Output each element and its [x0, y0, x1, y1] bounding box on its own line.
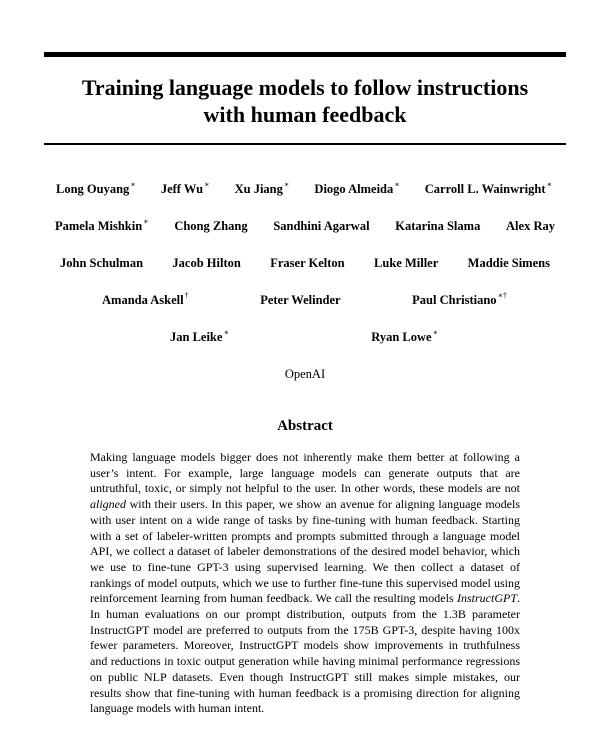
author-affiliation-mark: ∗: [546, 180, 552, 190]
author-name-text: John Schulman: [60, 255, 144, 270]
author-name: [506, 219, 555, 234]
author-name: [260, 293, 340, 308]
author-name-text: Long Ouyang: [56, 181, 130, 196]
author-row-1: [56, 180, 552, 198]
author-name: [468, 256, 550, 271]
author-name-text: Jan Leike: [170, 329, 223, 344]
author-name: [270, 256, 344, 271]
author-name: [161, 182, 210, 197]
author-name: [60, 256, 143, 271]
author-name-text: Maddie Simens: [467, 255, 550, 270]
author-name: [174, 219, 247, 234]
title-line-2: with human feedback: [203, 102, 407, 127]
author-affiliation-mark: ∗: [283, 180, 290, 190]
abstract-text: with their users. In this paper, we show an avenue for aligning language models with user intent on a wide range of tasks by fine-tuning with human feedback. Starting with a set of labeler-written prompts and prompts submitted through a language model API, we collect a dataset of labeler demonstrations of the desired model behavior, which we use to fine-tune GPT-3 using supervised learning. We then collect a dataset of rankings of model outputs, which we use to further fine-tune this supervised model using reinforcement learning from human feedback. We call the resulting models: [90, 497, 520, 606]
author-name: [55, 219, 149, 234]
abstract-heading: Abstract: [277, 418, 333, 434]
author-name: [56, 182, 136, 197]
author-name-text: Peter Welinder: [260, 292, 341, 307]
author-name-text: Jacob Hilton: [172, 255, 241, 270]
author-name-text: Xu Jiang: [234, 181, 283, 196]
author-affiliation-mark: ∗: [204, 180, 210, 190]
author-name-text: Ryan Lowe: [371, 329, 432, 344]
author-name: [412, 293, 507, 308]
top-rule: [44, 52, 566, 57]
author-affiliation-mark: ∗: [223, 328, 229, 338]
author-row-4: [102, 291, 507, 309]
author-affiliation-mark: ∗†: [497, 291, 507, 301]
author-name-text: Pamela Mishkin: [55, 218, 143, 233]
author-name: [374, 256, 438, 271]
author-row-5: [170, 328, 438, 346]
paper-title: [44, 74, 566, 128]
author-name-text: Carroll L. Wainwright: [424, 181, 546, 196]
author-name: [273, 219, 369, 234]
abstract-text: Making language models bigger does not inherently make them better at following a user’s intent. For example, large language models can generate outputs that are untruthful, toxic, or simply not helpful to the user. In other words, these models are not: [90, 450, 520, 496]
author-name-text: Jeff Wu: [160, 181, 204, 196]
author-name-text: Alex Ray: [506, 218, 555, 233]
abstract-emphasis: InstructGPT: [457, 591, 517, 606]
author-name-text: Luke Miller: [374, 255, 439, 270]
abstract-text: . In human evaluations on our prompt distribution, outputs from the 1.3B parameter InstructGPT model are preferred to outputs from the 175B GPT-3, despite having 100x fewer parameters. Moreover, InstructGPT models show improvements in truthfulness and reductions in toxic output generation while having minimal performance regressions on public NLP datasets. Even though InstructGPT still makes simple mistakes, our results show that fine-tuning with human feedback is a promising direction for aligning language models with human intent.: [90, 591, 520, 716]
author-affiliation-mark: ∗: [394, 180, 400, 190]
author-name: [102, 293, 189, 308]
author-name: [395, 219, 480, 234]
affiliation: OpenAI: [284, 367, 326, 381]
author-name-text: Diogo Almeida: [314, 181, 394, 196]
author-name-text: Fraser Kelton: [270, 255, 345, 270]
bottom-rule: [44, 143, 566, 145]
abstract-emphasis: aligned: [90, 497, 126, 512]
author-name: [425, 182, 552, 197]
author-row-3: [60, 254, 550, 272]
title-line-1: Training language models to follow instructions: [81, 75, 529, 100]
author-name: [235, 182, 290, 197]
author-name-text: Sandhini Agarwal: [273, 218, 370, 233]
author-name-text: Paul Christiano: [412, 292, 497, 307]
author-affiliation-mark: ∗: [143, 217, 149, 227]
author-affiliation-mark: ∗: [432, 328, 438, 338]
author-name: [314, 182, 399, 197]
author-name-text: Chong Zhang: [174, 218, 248, 233]
author-row-2: [55, 217, 555, 235]
author-name: [371, 330, 438, 345]
abstract-body: [90, 450, 520, 717]
author-name: [170, 330, 229, 345]
author-name: [172, 256, 240, 271]
author-name-text: Katarina Slama: [395, 218, 481, 233]
author-name-text: Amanda Askell: [102, 292, 184, 307]
author-affiliation-mark: ∗: [130, 180, 136, 190]
author-affiliation-mark: †: [184, 291, 189, 301]
